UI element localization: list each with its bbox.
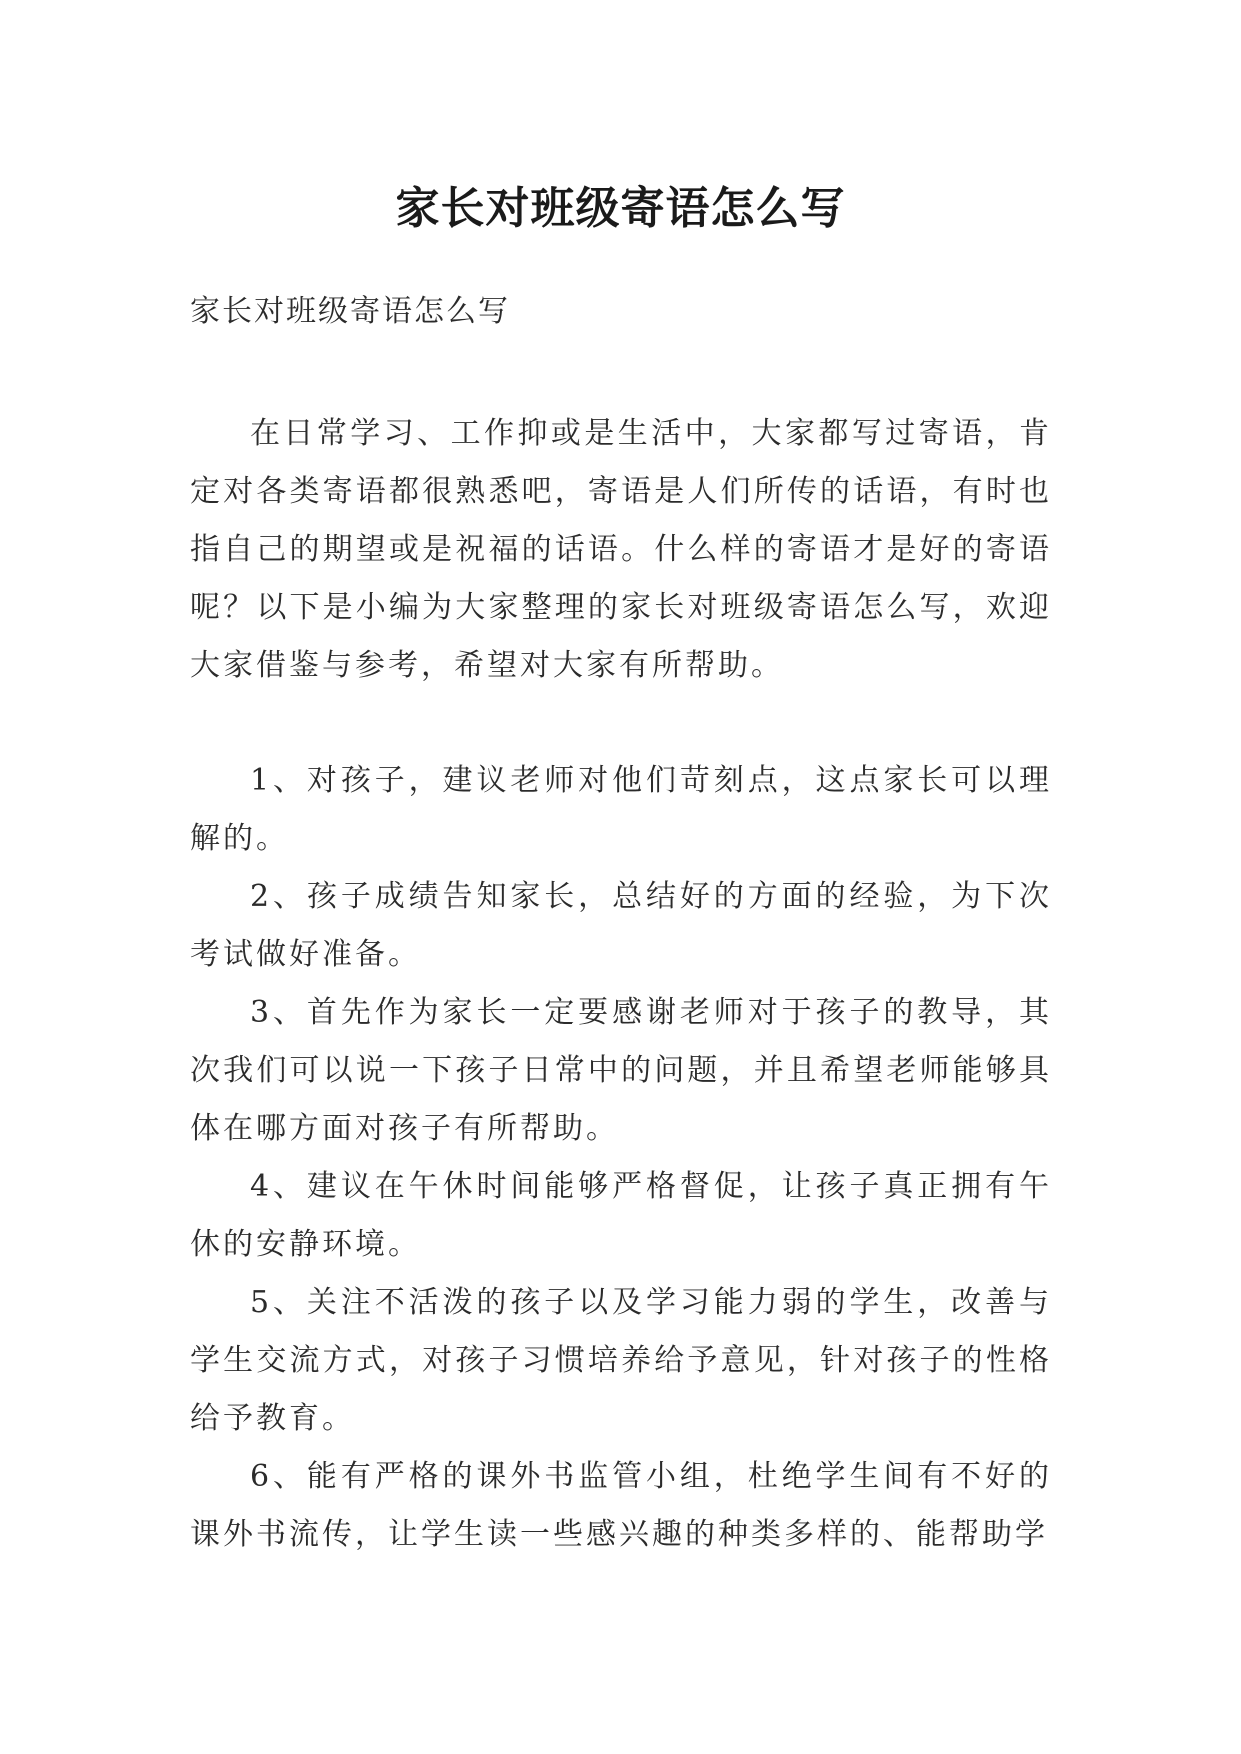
list-item: 4、建议在午休时间能够严格督促，让孩子真正拥有午休的安静环境。 xyxy=(190,1169,1052,1262)
list-item: 2、孩子成绩告知家长，总结好的方面的经验，为下次考试做好准备。 xyxy=(190,879,1052,972)
list-item: 3、首先作为家长一定要感谢老师对于孩子的教导，其次我们可以说一下孩子日常中的问题，并且希望老师能够具体在哪方面对孩子有所帮助。 xyxy=(190,995,1052,1146)
list-item: 5、关注不活泼的孩子以及学习能力弱的学生，改善与学生交流方式，对孩子习惯培养给予意见，针对孩子的性格给予教育。 xyxy=(190,1285,1052,1436)
list-item: 6、能有严格的课外书监管小组，杜绝学生间有不好的课外书流传，让学生读一些感兴趣的种类多样的、能帮助学 xyxy=(190,1459,1052,1552)
document-subtitle: 家长对班级寄语怎么写 xyxy=(190,294,510,329)
list-item: 1、对孩子，建议老师对他们苛刻点，这点家长可以理解的。 xyxy=(190,763,1052,856)
intro-paragraph: 在日常学习、工作抑或是生活中，大家都写过寄语，肯定对各类寄语都很熟悉吧，寄语是人们所传的话语，有时也指自己的期望或是祝福的话语。什么样的寄语才是好的寄语呢？以下是小编为大家整理的家长对班级寄语怎么写，欢迎大家借鉴与参考，希望对大家有所帮助。 xyxy=(190,416,1052,683)
document-title: 家长对班级寄语怎么写 xyxy=(395,183,846,235)
